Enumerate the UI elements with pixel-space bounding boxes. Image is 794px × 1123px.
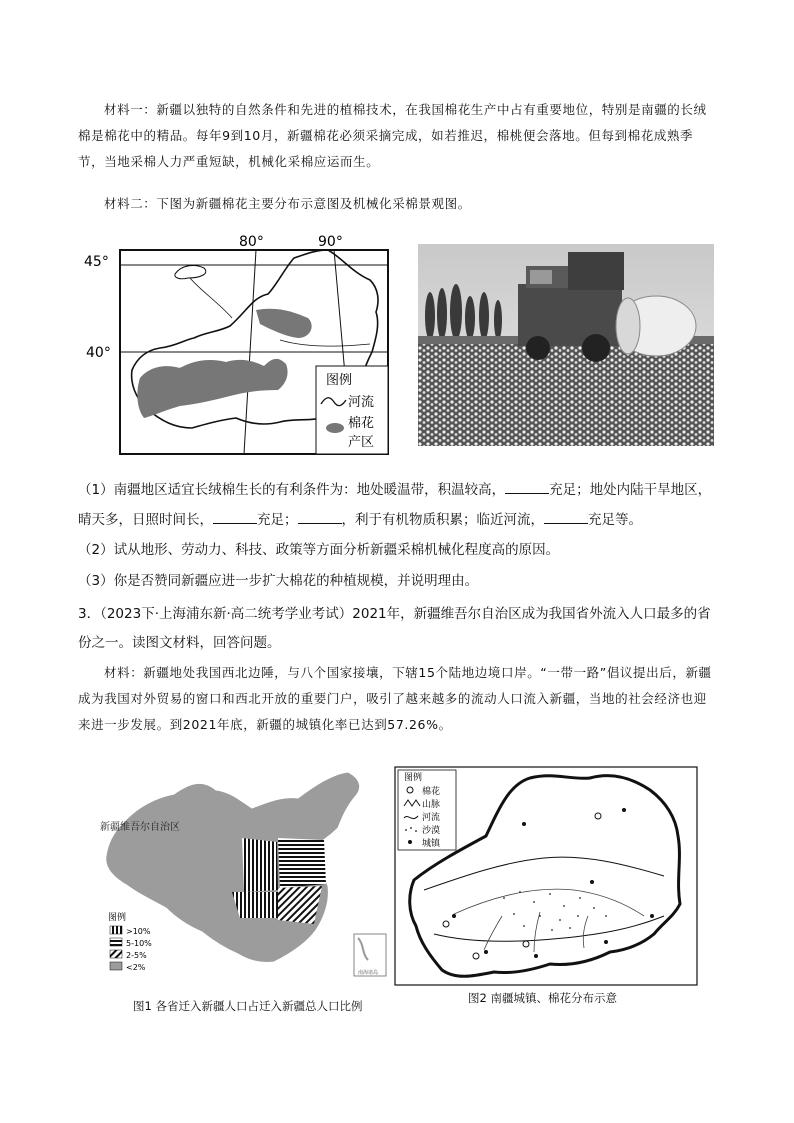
question-1-line-1	[78, 478, 711, 498]
fig1-legend-title: 图例	[108, 913, 127, 923]
q1-text: 充足；	[257, 512, 298, 528]
province-5-10	[278, 838, 326, 888]
legend-label: 沙漠	[422, 826, 441, 836]
legend-label: 山脉	[422, 800, 441, 810]
answer-blank[interactable]	[544, 509, 588, 524]
legend-label: 2-5%	[126, 951, 147, 960]
answer-blank[interactable]	[213, 509, 257, 524]
province-over-10	[232, 892, 278, 918]
figure-1-caption: 图1 各省迁入新疆人口占迁入新疆总人口比例	[133, 999, 363, 1013]
xinjiang-region-label: 新疆维吾尔自治区	[100, 822, 180, 833]
q1-text: ，利于有机物质积累；临近河流，	[341, 512, 544, 528]
legend-river-label: 河流	[348, 395, 375, 410]
legend-title: 图例	[326, 373, 353, 388]
lon-80-label: 80°	[239, 234, 264, 250]
china-migration-map	[92, 768, 394, 980]
problem-3-header: 3．（2023下·上海浦东新·高二统考学业考试）2021年，新疆维吾尔自治区成为我国省外流入人口最多的省	[78, 606, 711, 622]
answer-blank[interactable]	[298, 509, 342, 524]
q1-text: 充足等。	[588, 512, 642, 528]
fig2-legend-title: 图例	[404, 773, 423, 783]
town-legend-icon	[408, 840, 412, 844]
question-number: （1）	[78, 482, 114, 498]
legend-label: 河流	[422, 813, 441, 823]
lon-90-label: 90°	[318, 234, 343, 250]
south-xinjiang-map	[394, 766, 698, 988]
legend-swatch-over-10	[110, 926, 122, 934]
legend-label: 城镇	[422, 839, 441, 849]
legend-swatch-5-10	[110, 938, 122, 946]
legend-label: <2%	[126, 963, 146, 972]
legend-cotton-label-2: 产区	[348, 435, 375, 450]
figure-2-caption: 图2 南疆城镇、棉花分布示意	[468, 991, 617, 1005]
question-3: （3）你是否赞同新疆应进一步扩大棉花的种植规模，并说明理由。	[78, 573, 479, 589]
harvester-body	[518, 284, 622, 346]
cotton-legend-icon	[326, 423, 344, 433]
q1-text: 南疆地区适宜长绒棉生长的有利条件为：地处暖温带，积温较高，	[113, 482, 506, 498]
legend-label: 棉花	[422, 787, 441, 797]
material-one: 材料一：新疆以独特的自然条件和先进的植棉技术，在我国棉花生产中占有重要地位，特别是南疆的长绒棉是棉花中的精品。每年9到10月，新疆棉花必须采摘完成，如若推迟，棉桃便会落地。但每到棉花成熟季节，当地采棉人力严重短缺，机械化采棉应运而生。	[78, 102, 707, 169]
q1-text: 晴天多，日照时间长，	[78, 512, 213, 528]
lat-45-label: 45°	[84, 254, 109, 270]
q1-text: 充足；地处内陆干旱地区，	[549, 482, 712, 498]
legend-swatch-2-5	[110, 950, 122, 958]
problem-3-intro: 份之一。读图文材料，回答问题。	[78, 635, 281, 651]
inset-label: 南海诸岛	[358, 970, 379, 976]
cotton-harvester-photo	[418, 244, 714, 446]
province-over-10	[242, 838, 278, 892]
legend-swatch-under-2	[110, 962, 122, 970]
xinjiang-cotton-map	[80, 228, 400, 458]
question-1-line-2	[78, 508, 642, 528]
legend-label: >10%	[126, 927, 151, 936]
question-2: （2）试从地形、劳动力、科技、政策等方面分析新疆采棉机械化程度高的原因。	[78, 542, 560, 558]
material-two: 材料二：下图为新疆棉花主要分布示意图及机械化采棉景观图。	[104, 196, 471, 211]
legend-cotton-label: 棉花	[348, 416, 375, 431]
material-three: 材料：新疆地处我国西北边陲，与八个国家接壤，下辖15个陆地边境口岸。“一带一路”倡议提出后，新疆成为我国对外贸易的窗口和西北开放的重要门户，吸引了越来越多的流动人口流入新疆，当地的社会经济也迎来进一步发展。到2021年底，新疆的城镇化率已达到57.26%。	[78, 665, 712, 732]
lat-40-label: 40°	[86, 345, 111, 361]
answer-blank[interactable]	[505, 479, 549, 494]
legend-label: 5-10%	[126, 939, 152, 948]
